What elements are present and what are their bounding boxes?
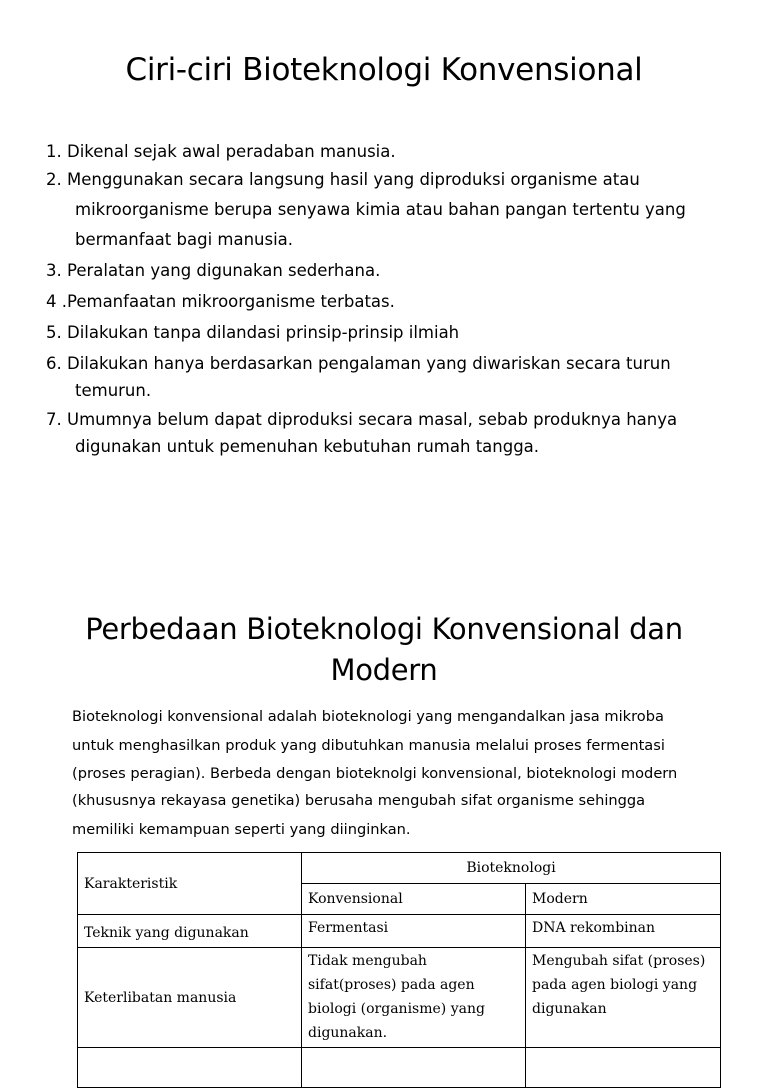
table-row xyxy=(78,1048,721,1088)
list-item xyxy=(46,166,746,255)
list-item-continuation: bermanfaat bagi manusia. xyxy=(75,230,294,249)
row-conventional: Fermentasi xyxy=(302,915,526,948)
list-item xyxy=(46,257,746,285)
list-item-continuation: temurun. xyxy=(75,381,152,400)
row-label: Teknik yang digunakan xyxy=(78,915,302,948)
row-modern: Mengubah sifat (proses) pada agen biologi yang digunakan xyxy=(526,948,721,1048)
list-item xyxy=(46,138,746,166)
header-modern: Modern xyxy=(526,884,721,915)
section-title xyxy=(0,609,768,691)
list-item-text: 2. Menggunakan secara langsung hasil yang diproduksi organisme atau xyxy=(46,170,640,189)
table-row xyxy=(78,915,721,948)
header-characteristic: Karakteristik xyxy=(78,853,302,915)
intro-line: Bioteknologi konvensional adalah bioteknologi yang mengandalkan jasa mikroba xyxy=(72,708,664,725)
intro-line: memiliki kemampuan seperti yang diinginkan. xyxy=(72,820,411,838)
list-item-text: 5. Dilakukan tanpa dilandasi prinsip-prinsip ilmiah xyxy=(46,323,460,342)
row-label: Keterlibatan manusia xyxy=(78,948,302,1048)
list-item-text: 4 .Pemanfaatan mikroorganisme terbatas. xyxy=(46,292,395,311)
list-item-text: 6. Dilakukan hanya berdasarkan pengalaman yang diwariskan secara turun xyxy=(46,354,671,373)
intro-line: (proses peragian). Berbeda dengan bioteknolgi konvensional, bioteknologi modern xyxy=(72,765,678,782)
row-modern: DNA rekombinan xyxy=(526,915,721,948)
comparison-table xyxy=(77,852,721,1088)
list-item-text: 7. Umumnya belum dapat diproduksi secara masal, sebab produknya hanya xyxy=(46,410,678,429)
characteristics-list xyxy=(46,138,746,459)
table-row xyxy=(78,948,721,1048)
intro-line: (khususnya rekayasa genetika) berusaha mengubah sifat organisme sehingga xyxy=(72,791,646,809)
section-title-line: Modern xyxy=(330,653,438,687)
intro-line: untuk menghasilkan produk yang dibutuhkan manusia melalui proses fermentasi xyxy=(72,736,665,754)
row-modern xyxy=(526,1048,721,1088)
list-item xyxy=(46,350,746,403)
header-conventional: Konvensional xyxy=(302,884,526,915)
row-conventional: Tidak mengubah sifat(proses) pada agen biologi (organisme) yang digunakan. xyxy=(302,948,526,1048)
section-title-line: Perbedaan Bioteknologi Konvensional dan xyxy=(85,612,683,646)
row-label xyxy=(78,1048,302,1088)
list-item-text: 3. Peralatan yang digunakan sederhana. xyxy=(46,261,381,280)
row-conventional xyxy=(302,1048,526,1088)
list-item-continuation: mikroorganisme berupa senyawa kimia atau bahan pangan tertentu yang xyxy=(75,200,686,219)
list-item xyxy=(46,319,746,347)
list-item-continuation: digunakan untuk pemenuhan kebutuhan rumah tangga. xyxy=(75,437,540,456)
list-item-text: 1. Dikenal sejak awal peradaban manusia. xyxy=(46,142,396,161)
slide-title: Ciri-ciri Bioteknologi Konvensional xyxy=(125,52,643,88)
table-header-row xyxy=(78,853,721,884)
list-item xyxy=(46,406,746,459)
intro-paragraph xyxy=(72,703,752,844)
header-group: Bioteknologi xyxy=(302,853,721,884)
list-item xyxy=(46,288,746,316)
